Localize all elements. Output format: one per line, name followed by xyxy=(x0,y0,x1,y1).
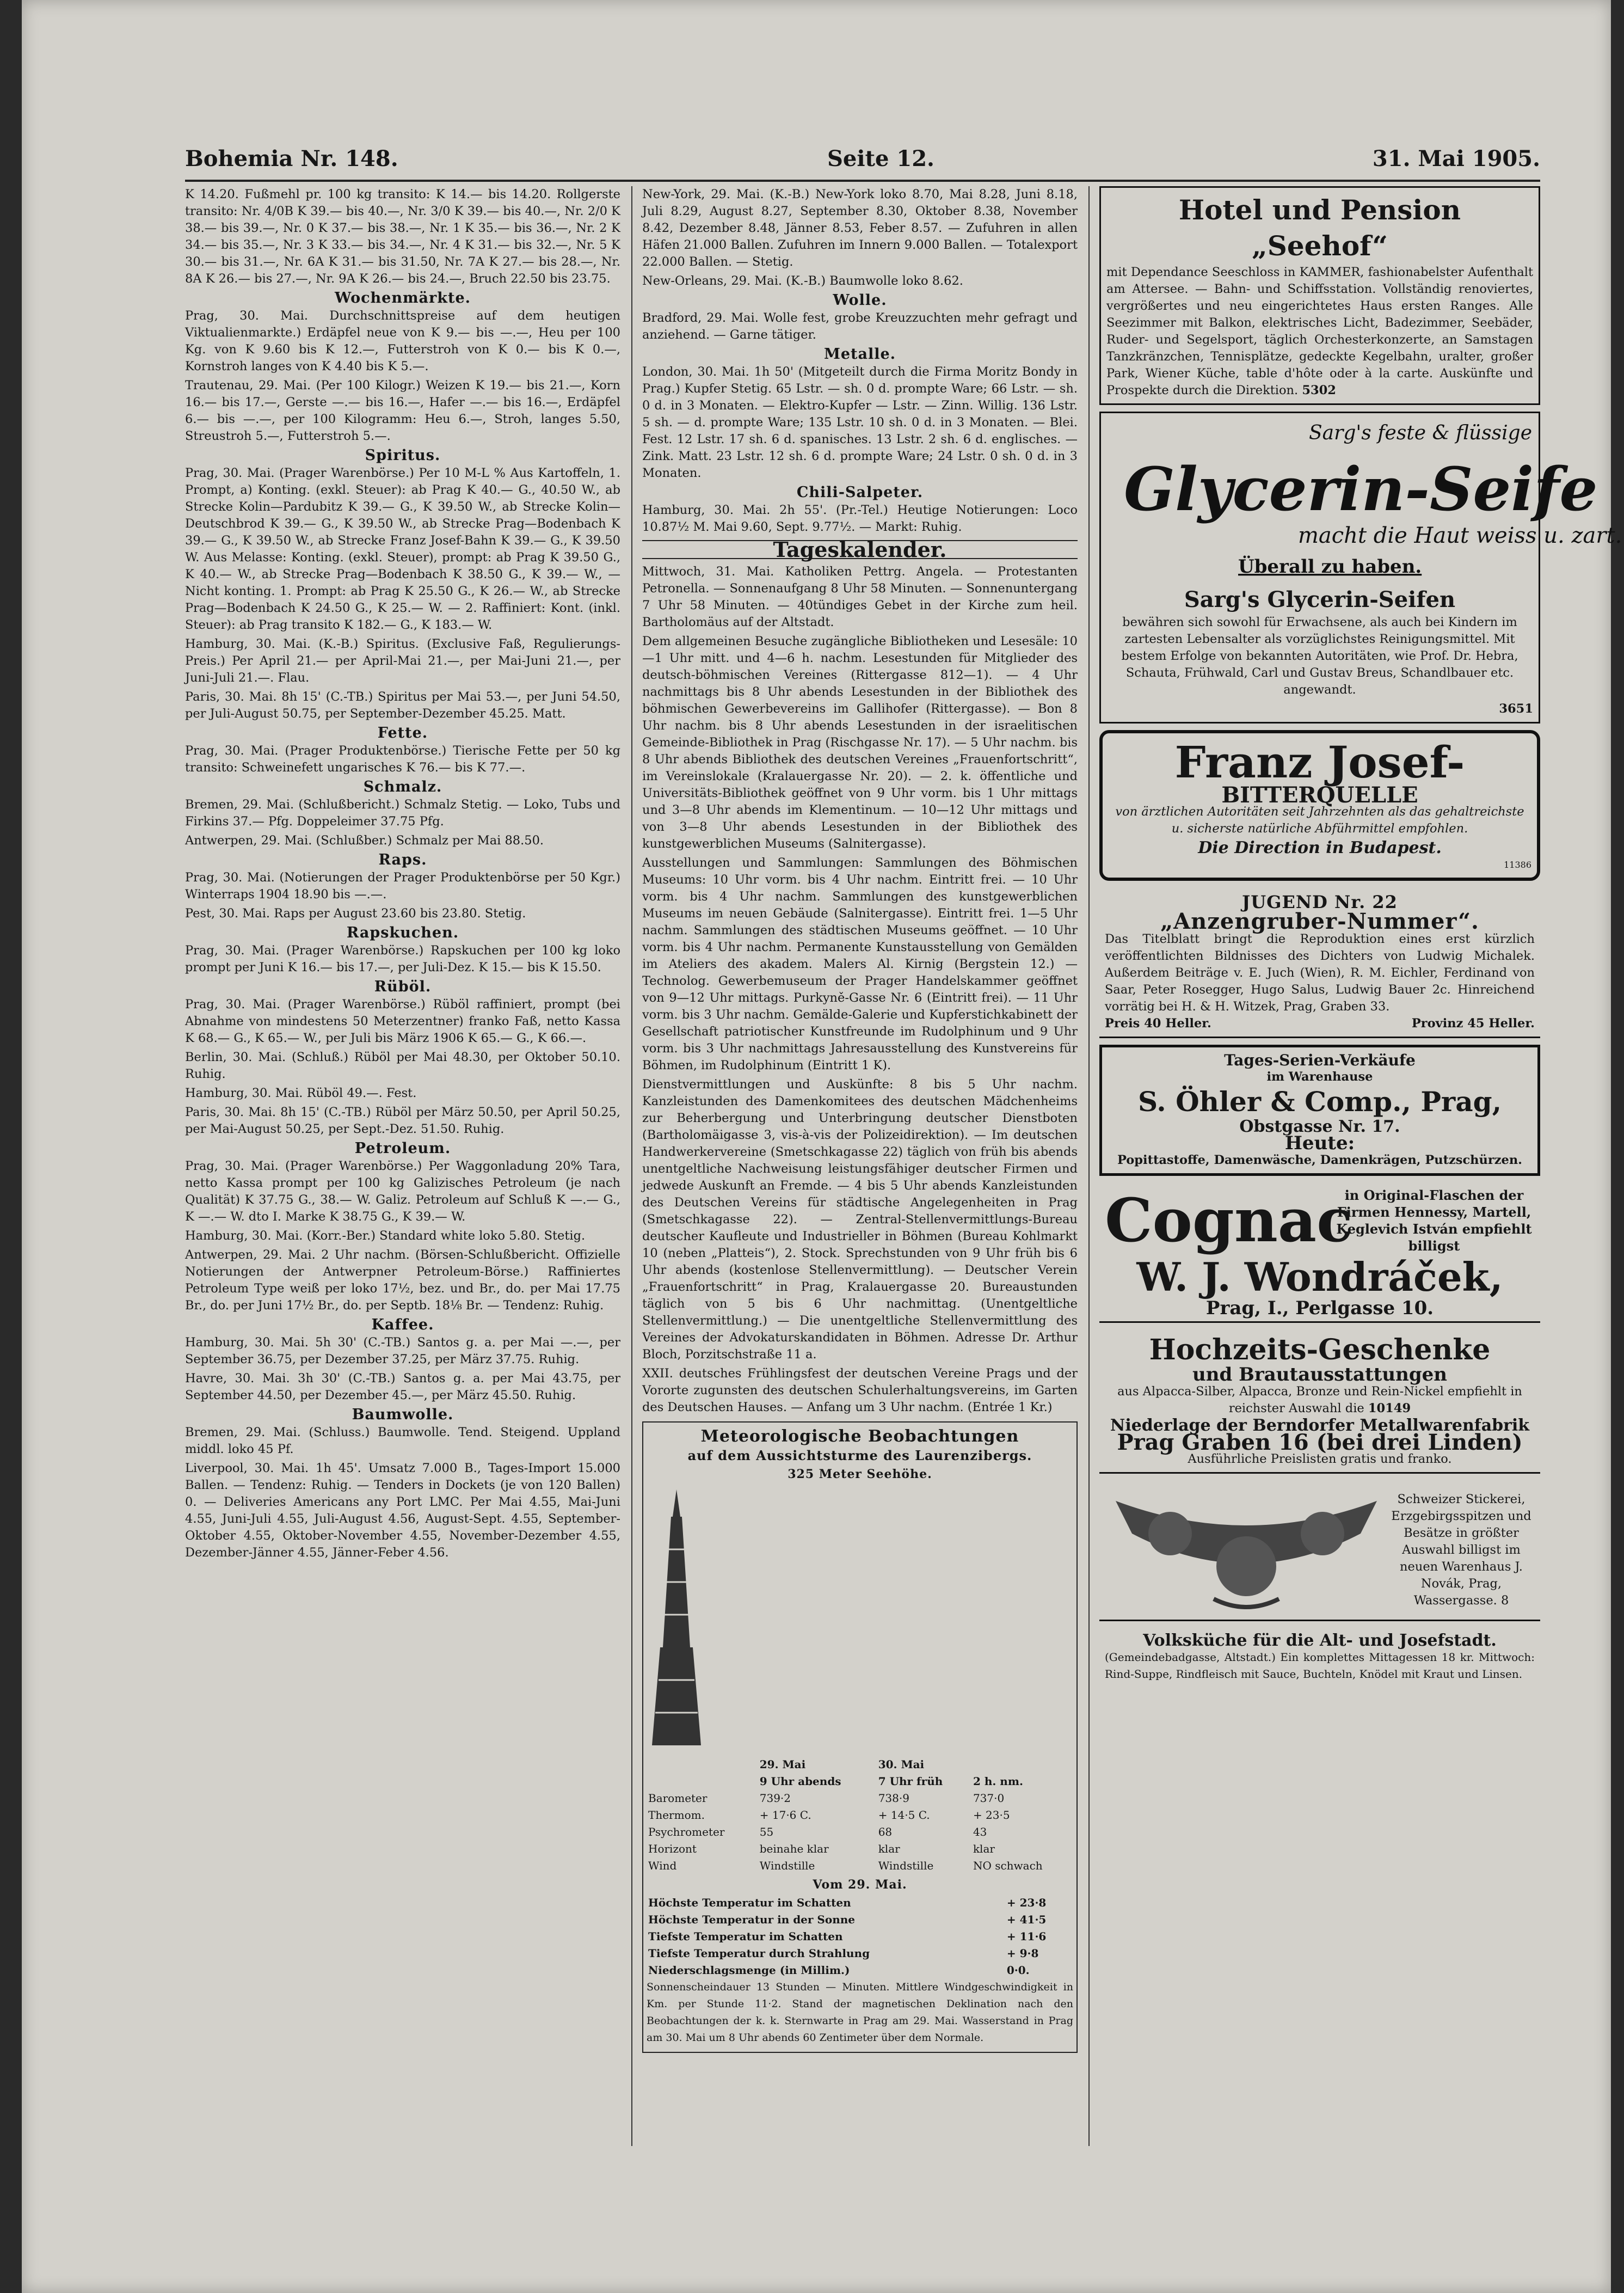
market-report-column-1 xyxy=(185,186,620,2146)
market-paragraph: New-Orleans, 29. Mai. (K.-B.) Baumwolle loko 8.62. xyxy=(642,274,963,288)
weather-header-row xyxy=(647,1756,1073,1773)
weather-observations xyxy=(642,1421,1078,2053)
weather-header-cell: 2 h. nm. xyxy=(973,1775,1023,1788)
weather-extreme-cell: Niederschlagsmenge (in Millim.) xyxy=(648,1964,850,1977)
weather-cell: 55 xyxy=(759,1825,774,1838)
section-heading: Wochenmärkte. xyxy=(334,290,471,306)
masthead-rule xyxy=(185,180,1540,182)
newspaper-page xyxy=(22,0,1622,2293)
ad-fj-body: von ärztlichen Autoritäten seit Jahrzehnten als das gehaltreichste u. sicherste natürliche Abführmittel empfohlen. xyxy=(1115,805,1524,836)
market-paragraph: New-York, 29. Mai. (K.-B.) New-York loko 8.70, Mai 8.28, Juni 8.18, Juli 8.29, August 8.27, September 8.30, Oktober 8.38, November 8.42, Dezember 8.48, Jänner 8.53, Feber 8.57. — Zufuhren in allen Häfen 21.000 Ballen. Zufuhren im Innern 9.000 Ballen. — Totalexport 22.000 Ballen. — Stetig. xyxy=(642,187,1078,269)
weather-extreme-row xyxy=(647,1945,1073,1962)
weather-cell: + 23·5 xyxy=(973,1808,1010,1822)
market-paragraph: Prag, 30. Mai. (Prager Warenbörse.) Per 10 M-L % Aus Kartoffeln, 1. Prompt, a) Konting. (exkl. Steuer): ab Prag K 40.— G., 40.50 W., ab Strecke Kolin—Pardubitz K 39.— G., K 39.50 W., ab Strecke Kolin—Deutschbrod K 39.— G., K 39.50 W., ab Strecke Prag—Bodenbach K 39.— G., K 39.50 W., ab Strecke Franz Josef-Bahn K 39.— G., K 39.50 W. Aus Melasse: Konting. (exkl. Steuer), prompt: ab Prag K 39.50 G., K 40.— W., ab Strecke Prag—Bodenbach K 38.50 G., K 39.— W., — Nicht konting. 1. Prompt: ab Prag K 25.50 G., K 26.— W., ab Strecke Prag—Bodenbach K 24.50 G., K 25.— W. — 2. Raffiniert: Kont. (inkl. Steuer): ab Prag transito K 182.— G., K 183.— W. xyxy=(185,466,620,632)
ad-oehler-line1: Tages-Serien-Verkäufe xyxy=(1224,1051,1416,1069)
ad-oehler xyxy=(1099,1045,1540,1176)
market-paragraph: Hamburg, 30. Mai. (Korr.-Ber.) Standard white loko 5.80. Stetig. xyxy=(185,1229,586,1243)
ad-jugend-province: Provinz 45 Heller. xyxy=(1411,1016,1535,1031)
weather-header-cell xyxy=(647,1773,758,1790)
calendar-title: Tageskalender. xyxy=(642,540,1078,559)
market-paragraph: Antwerpen, 29. Mai. 2 Uhr nachm. (Börsen-Schlußbericht. Offizielle Notierungen der Antwerpner Petroleum-Börse.) Raffiniertes Petroleum Type weiß per loko 17½, bez. und Br., do. per Mai 17.75 Br., do. per Juni 17½ Br., do. per Septb. 18⅛ Br. — Tendenz: Ruhig. xyxy=(185,1248,620,1313)
section-heading: Kaffee. xyxy=(371,1316,434,1333)
section-heading: Metalle. xyxy=(823,346,896,363)
ad-hochzeit-sub: und Brautausstattungen xyxy=(1192,1364,1447,1385)
market-paragraph: Hamburg, 30. Mai. Rüböl 49.—. Fest. xyxy=(185,1086,417,1100)
weather-cell: Windstille xyxy=(759,1859,815,1872)
market-paragraph: Liverpool, 30. Mai. 1h 45'. Umsatz 7.000 B., Tages-Import 15.000 Ballen. — Tendenz: Ruhig. — Tenders in Dockets (je von 120 Ballen) 0. — Deliveries Americans any Port LMC. Per Mai 4.55, Mai-Juni 4.55, Juni-Juli 4.55, Juli-August 4.56, August-Sept. 4.55, September-Oktober 4.55, Oktober-November 4.55, November-Dezember 4.55, Dezember-Jänner 4.55, Jänner-Feber 4.56. xyxy=(185,1461,620,1560)
weather-title: Meteorologische Beobachtungen xyxy=(700,1427,1019,1446)
calendar-paragraph: XXII. deutsches Frühlingsfest der deutschen Vereine Prags und der Vororte zugunsten des deutschen Schulerhaltungsvereins, im Garten des Deutschen Hauses. — Anfang um 3 Uhr nachm. (Entrée 1 Kr.) xyxy=(642,1366,1078,1414)
ad-volkskueche-title: Volksküche für die Alt- und Josefstadt. xyxy=(1143,1631,1497,1650)
market-paragraph: Prag, 30. Mai. (Prager Produktenbörse.) Tierische Fette per 50 kg transito: Schweinefett ungarisches K 76.— bis K 77.—. xyxy=(185,744,620,775)
market-paragraph: Trautenau, 29. Mai. (Per 100 Kilogr.) Weizen K 19.— bis 21.—, Korn 16.— bis 17.—, Gerste —.— bis 16.—, Hafer —.— bis 16.—, Erdäpfel 6.— bis —.—, per 100 Kilogramm: Heu 6.—, Stroh, langes 5.50, Streustroh 5.—, Futterstroh 5.—. xyxy=(185,378,620,443)
weather-row xyxy=(647,1841,1073,1857)
weather-header-row xyxy=(647,1773,1073,1790)
market-paragraph: Antwerpen, 29. Mai. (Schlußber.) Schmalz per Mai 88.50. xyxy=(185,833,544,848)
ad-jugend-body: Das Titelblatt bringt die Reproduktion eines erst kürzlich veröffentlichten Bildnisses des Dichters von Ludwig Michalek. Außerdem Beiträge v. E. Juch (Wien), R. M. Eichler, Ferdinand von Saar, Peter Rosegger, Hugo Salus, Ludwig Bauer 2c. Hinreichend vorrätig bei H. & H. Witzek, Prag, Graben 33. xyxy=(1105,932,1535,1014)
ad-spitzen-body: Schweizer Stickerei, Erzgebirgsspitzen und Besätze in größter Auswahl billigst im neuen Warenhaus J. Novák, Prag, Wassergasse. xyxy=(1391,1492,1531,1608)
weather-extreme-cell: Höchste Temperatur im Schatten xyxy=(648,1896,851,1909)
ad-oehler-line3: Heute: xyxy=(1284,1132,1355,1154)
weather-header-cell: 30. Mai xyxy=(878,1758,925,1771)
market-paragraph: Pest, 30. Mai. Raps per August 23.60 bis 23.80. Stetig. xyxy=(185,906,526,921)
ad-jugend-title: JUGEND Nr. 22 xyxy=(1242,892,1398,912)
column-divider xyxy=(1088,186,1090,2146)
ad-oehler-line2: im Warenhause xyxy=(1266,1070,1373,1084)
masthead xyxy=(185,146,1540,179)
section-heading: Schmalz. xyxy=(363,778,442,795)
ad-oehler-name: S. Öhler & Comp., Prag, xyxy=(1137,1086,1502,1118)
weather-extreme-cell: 0·0. xyxy=(1006,1964,1030,1977)
calendar-paragraph: Mittwoch, 31. Mai. Katholiken Pettrg. Angela. — Protestanten Petronella. — Sonnenaufgang 8 Uhr 58 Minuten. — Sonnenuntergang 7 Uhr 58 Minuten. — 40tündiges Gebet in der Kirche zum heil. Bartholomäus auf der Altstadt. xyxy=(642,565,1078,629)
weather-extreme-row xyxy=(647,1962,1073,1979)
market-paragraph: Havre, 30. Mai. 3h 30' (C.-TB.) Santos g. a. per Mai 43.75, per September 44.50, per Dezember 45.—, per März 45.50. Ruhig. xyxy=(185,1371,620,1402)
calendar-paragraph: Dienstvermittlungen und Auskünfte: 8 bis 5 Uhr nachm. Kanzleistunden des Damenkomitees des deutschen Mädchenheims zur Beherbergung und Unterbringung deutscher Dienstboten (Bartholomäigasse 3, vis-à-vis der Polizeidirektion). — Im deutschen Handwerkervereine (Smetschkagasse 22) täglich von früh bis abends unentgeltliche Nachweisung leistungsfähiger deutscher Firmen und jedwede Auskunft an Fremde. — 4 bis 5 Uhr abends Kanzleistunden des Deutschen Vereins für städtische Angelegenheiten in Prag (Smetschkagasse 22). — Zentral-Stellenvermittlungs-Bureau deutscher Kaufleute und Industrieller in Böhmen (Bureau Kohlmarkt 10 (neben „Platteis“), 2. Stock. Sprechstunden von 9 Uhr früh bis 6 Uhr abends (kostenlose Stellenvermittlung). — Deutscher Verein „Frauenfortschritt“ in Prag, Kralauergasse 20. Bureaustunden täglich von 5 bis 6 Uhr nachmittag. (Unentgeltliche Stellenvermittlung.) — Die unentgeltliche Stellenvermittlung des Vereines der Advokaturskandidaten in Böhmen. Adresse Dr. Arthur Bloch, Porzitschstraße 11 a. xyxy=(642,1077,1078,1362)
lace-illustration xyxy=(1105,1485,1388,1615)
weather-header-cell xyxy=(647,1756,758,1773)
section-heading: Chili-Salpeter. xyxy=(796,484,924,501)
ad-cognac-word: Cognac xyxy=(1105,1185,1354,1255)
ad-fj-number: 11386 xyxy=(1504,860,1531,870)
weather-cell: + 17·6 C. xyxy=(759,1808,811,1822)
section-heading: Petroleum. xyxy=(354,1140,451,1157)
market-paragraph: Prag, 30. Mai. (Prager Warenbörse.) Rüböl raffiniert, prompt (bei Abnahme von mindestens 50 Meterzentner) franko Faß, netto Kassa K 68.— G., K 65.— W., per Juli bis März 1906 K 65.— G., K 66.—. xyxy=(185,997,620,1045)
section-heading: Baumwolle. xyxy=(352,1406,454,1423)
section-heading: Wolle. xyxy=(833,292,887,309)
weather-cell: NO schwach xyxy=(973,1859,1043,1872)
market-paragraph: Prag, 30. Mai. (Prager Warenbörse.) Per Waggonladung 20% Tara, netto Kassa prompt per 100 kg Galizisches Petroleum (je nach Qualität) K 37.75 G., 38.— W. Galiz. Petroleum auf Schluß K —.— G., K —.— W. dto I. Marke K 38.75 G., K 39.— W. xyxy=(185,1159,620,1224)
soap-lettering-logo xyxy=(1113,418,1622,581)
ad-oehler-address: Obstgasse Nr. 17. xyxy=(1239,1117,1400,1136)
ad-hotel-number: 5302 xyxy=(1302,383,1336,397)
market-paragraph: Bremen, 29. Mai. (Schlußbericht.) Schmalz Stetig. — Loko, Tubs und Firkins 37.— Pfg. Doppeleimer 37.75 Pfg. xyxy=(185,798,620,829)
market-paragraph: Hamburg, 30. Mai. 5h 30' (C.-TB.) Santos g. a. per Mai —.—, per September 36.75, per Dezember 37.25, per März 37.75. Ruhig. xyxy=(185,1335,620,1366)
ad-oehler-line4: Popittastoffe, Damenwäsche, Damenkrägen, Putzschürzen. xyxy=(1117,1153,1523,1167)
ad-volkskueche-body: (Gemeindebadgasse, Altstadt.) Ein komplettes Mittagessen 18 kr. Mittwoch: Rind-Suppe, Rindfleisch mit Sauce, Buchteln, Knödel mit Kraut und Linsen. xyxy=(1105,1651,1535,1681)
weather-cell: Thermom. xyxy=(648,1808,705,1822)
weather-extreme-cell: Tiefste Temperatur durch Strahlung xyxy=(648,1947,870,1960)
weather-extreme-cell: + 23·8 xyxy=(1006,1896,1047,1909)
market-report-list xyxy=(642,186,1078,536)
ad-cognac-side: in Original-Flaschen der Firmen Hennessy, Martell, Keglevich István empfiehlt billigst xyxy=(1336,1187,1532,1254)
soap-logo-line3: macht die Haut weiss u. zart. xyxy=(1298,523,1622,548)
market-paragraph: Prag, 30. Mai. Durchschnittspreise auf dem heutigen Viktualienmarkte.) Erdäpfel neue von K 9.— bis —.—, Heu per 100 Kg. von K 9.60 bis K 12.—, Futterstroh von K 0.— bis K 0.—, Kornstroh langes von K 4.40 bis K 5.—. xyxy=(185,309,620,373)
weather-extreme-cell: + 41·5 xyxy=(1006,1913,1047,1926)
ad-hotel-seehof xyxy=(1099,186,1540,405)
weather-subtitle: auf dem Aussichtsturme des Laurenzibergs. xyxy=(687,1448,1032,1463)
market-paragraph: Bradford, 29. Mai. Wolle fest, grobe Kreuzzuchten mehr gefragt und anziehend. — Garne tätiger. xyxy=(642,311,1078,342)
weather-cell: beinahe klar xyxy=(759,1842,829,1855)
section-heading: Rüböl. xyxy=(374,978,432,995)
weather-extreme-row xyxy=(647,1895,1073,1911)
ad-hochzeit xyxy=(1099,1329,1540,1474)
weather-cell: Windstille xyxy=(878,1859,934,1872)
soap-logo-line1: Sarg's feste & flüssige xyxy=(1309,422,1533,444)
masthead-title: Bohemia Nr. 148. xyxy=(185,146,398,171)
market-paragraph: Prag, 30. Mai. (Notierungen der Prager Produktenbörse per 50 Kgr.) Winterraps 1904 18.90 bis —.—. xyxy=(185,870,620,902)
market-paragraph: Prag, 30. Mai. (Prager Warenbörse.) Rapskuchen per 100 kg loko prompt per Juni K 16.— bis 17.—, per Juli-Dez. K 15.— bis K 15.50. xyxy=(185,943,620,974)
masthead-date: 31. Mai 1905. xyxy=(1372,146,1540,171)
ad-franz-josef xyxy=(1099,730,1540,881)
weather-extreme-cell: + 11·6 xyxy=(1006,1930,1047,1943)
weather-cell: + 14·5 C. xyxy=(878,1808,930,1822)
ad-fj-foot: Die Direction in Budapest. xyxy=(1198,838,1442,857)
weather-row xyxy=(647,1824,1073,1841)
weather-extreme-cell: Höchste Temperatur in der Sonne xyxy=(648,1913,855,1926)
weather-extreme-row xyxy=(647,1911,1073,1928)
section-heading: Rapskuchen. xyxy=(346,924,459,941)
weather-cell: 738·9 xyxy=(878,1792,909,1805)
masthead-page: Seite 12. xyxy=(827,146,934,171)
weather-cell: 68 xyxy=(878,1825,893,1838)
market-paragraph: Paris, 30. Mai. 8h 15' (C.-TB.) Spiritus per Mai 53.—, per Juni 54.50, per Juli-August 50.75, per September-Dezember 45.25. Matt. xyxy=(185,690,620,721)
ad-hochzeit-body: aus Alpacca-Silber, Alpacca, Bronze und Rein-Nickel empfiehlt in reichster Auswahl die xyxy=(1117,1384,1522,1415)
ad-spitzen-number: 8 xyxy=(1500,1593,1509,1608)
weather-header-cell xyxy=(971,1756,1073,1773)
ad-hochzeit-title: Hochzeits-Geschenke xyxy=(1149,1333,1491,1366)
weather-header-cell: 29. Mai xyxy=(759,1758,806,1771)
calendar-list xyxy=(642,563,1078,1416)
weather-subheading: Vom 29. Mai. xyxy=(813,1878,907,1892)
weather-cell: 737·0 xyxy=(973,1792,1005,1805)
weather-cell: Wind xyxy=(648,1859,677,1872)
weather-footnote: Sonnenscheindauer 13 Stunden — Minuten. Mittlere Windgeschwindigkeit in Km. per Stunde 11·2. Stand der magnetischen Deklination nach den Beobachtungen der k. k. Sternwarte in Prag am 29. Mai. Wasserstand in Prag am 30. Mai um 8 Uhr abends 60 Zentimeter über dem Normale. xyxy=(647,1981,1073,2044)
ad-cognac-address: Prag, I., Perlgasse 10. xyxy=(1205,1297,1434,1319)
ad-hochzeit-line3: Prag Graben 16 (bei drei Linden) xyxy=(1117,1430,1523,1455)
ad-cognac xyxy=(1099,1182,1540,1323)
weather-extreme-row xyxy=(647,1928,1073,1945)
weather-cell: Horizont xyxy=(648,1842,697,1855)
ad-volkskueche xyxy=(1099,1628,1540,1687)
section-heading: Raps. xyxy=(378,851,427,868)
advertisement-column xyxy=(1099,186,1622,2146)
ad-hochzeit-line4: Ausführliche Preislisten gratis und franko. xyxy=(1188,1452,1452,1466)
market-paragraph: K 14.20. Fußmehl pr. 100 kg transito: K 14.— bis 14.20. Rollgerste transito: Nr. 4/0B K 39.— bis 40.—, Nr. 3/0 K 39.— bis 40.—, Nr. 2/0 K 38.— bis 39.—, Nr. 0 K 37.— bis 38.—, Nr. 1 K 35.— bis 36.—, Nr. 2 K 34.— bis 35.—, Nr. 3 K 33.— bis 34.—, Nr. 4 K 31.— bis 32.—, Nr. 5 K 30.— bis 31.—, Nr. 6A K 31.— bis 31.50, Nr. 7A K 27.— bis 28.—, Nr. 8A K 26.— bis 27.—, Nr. 9A K 26.— bis 24.—, Bruch 22.50 bis 23.75. xyxy=(185,187,620,286)
column-divider xyxy=(631,186,632,2146)
ad-soap-body: bewähren sich sowohl für Erwachsene, als auch bei Kindern im zartesten Lebensalter als vorzüglichstes Reinigungsmittel. Mit bestem Erfolge von bekannten Autoritäten, wie Prof. Dr. Hebra, Schauta, Frühwald, Carl und Gustav Breus, Schandlbauer etc. angewandt. xyxy=(1121,615,1518,697)
ad-sarg-soap xyxy=(1099,412,1622,724)
weather-row xyxy=(647,1807,1073,1824)
market-report-column-2 xyxy=(642,186,1078,2146)
weather-extremes xyxy=(647,1895,1073,1979)
ad-jugend-sub: „Anzengruber-Nummer“. xyxy=(1160,909,1479,934)
ad-hotel-body: mit Dependance Seeschloss in KAMMER, fashionabelster Aufenthalt am Attersee. — Bahn- und Schiffsstation. Vollständig renoviertes, vergrößertes und neu eingerichtetes Haus ersten Ranges. Alle Seezimmer mit Balkon, elektrisches Licht, Badezimmer, Seebäder, Ruder- und Segelsport, täglich Orchesterkonzerte, an Samstagen Tanzkränzchen, Tennisplätze, gedeckte Kegelbahn, uralter, großer Park, Wiener Küche, table d'hôte oder à la carte. Auskünfte und Prospekte durch die Direktion. xyxy=(1106,265,1533,397)
weather-cell: 739·2 xyxy=(759,1792,791,1805)
weather-row xyxy=(647,1857,1073,1874)
weather-header-cell: 9 Uhr abends xyxy=(759,1775,841,1788)
calendar-paragraph: Ausstellungen und Sammlungen: Sammlungen des Böhmischen Museums: 10 Uhr vorm. bis 4 Uhr nachm. Eintritt frei. — 10 Uhr vorm. bis 4 Uhr nachm. Sammlungen des kunstgewerblichen Museums im neuen Gebäude (Salnitergasse). Eintritt frei. 1—5 Uhr nachm. Sammlungen des städtischen Museums geöffnet. — 10 Uhr vorm. bis 4 Uhr nachm. Permanente Kunstausstellung von Gemälden im Ateliers des akadem. Malers Al. Kirnig (Bergstein 12.) — Technolog. Gewerbemuseum der Prager Handelskammer geöffnet von 9—12 Uhr mittags. Purkyně-Gasse Nr. 6 (Eintritt frei). — 11 Uhr vorm. bis 3 Uhr nachm. Gemälde-Galerie und Kupferstichkabinett der Gesellschaft patriotischer Kunstfreunde im Rudolphinum und 9 Uhr vorm. bis 3 Uhr nachmittags Jahresausstellung des Kunstvereins für Böhmen, im Rudolphinum (Eintritt 1 K). xyxy=(642,856,1078,1072)
ad-soap-number: 3651 xyxy=(1499,702,1533,716)
soap-logo-line2: Glycerin-Seife xyxy=(1124,454,1598,524)
market-paragraph: Hamburg, 30. Mai. (K.-B.) Spiritus. (Exclusive Faß, Regulierungs-Preis.) Per April 21.— per April-Mai 21.—, per Mai-Juni 21.—, per Juni-Juli 21.—. Flau. xyxy=(185,637,620,685)
ad-hochzeit-number: 10149 xyxy=(1368,1401,1411,1415)
ad-jugend-price: Preis 40 Heller. xyxy=(1105,1016,1211,1031)
ad-hochzeit-line2: Niederlage der Berndorfer Metallwarenfabrik xyxy=(1110,1416,1530,1435)
ad-spitzen xyxy=(1099,1480,1540,1621)
weather-table xyxy=(647,1756,1073,1874)
ad-hotel-title: Hotel und Pension „Seehof“ xyxy=(1178,194,1461,262)
calendar-paragraph: Dem allgemeinen Besuche zugängliche Bibliotheken und Lesesäle: 10—1 Uhr mitt. und 4—6 h. nachm. Lesestunden für Mitglieder des deutsch-böhmischen Vereines (Rittergasse 812—1). — 4 Uhr nachmittags bis 8 Uhr abends Lesestunden in der Bibliothek des böhmischen Gewerbevereins im Gallihofer (Rittergasse). — Bon 8 Uhr nachm. bis 8 Uhr abends Lesestunden in der israelitischen Gemeinde-Bibliothek in Prag (Rischgasse Nr. 17). — 5 Uhr nachm. bis 8 Uhr abends Bibliothek des deutschen Vereines „Frauenfortschritt“, im Vereinslokale (Kralauergasse Nr. 20). — 2. k. öffentliche und Universitäts-Bibliothek geöffnet von 9 Uhr vorm. bis 1 Uhr mittags und 3—8 Uhr abends im Klementinum. — 10—12 Uhr mittags und von 3—8 Uhr abends Lesestunden in der Bibliothek des kunstgewerblichen Museums (Salnitergasse). xyxy=(642,634,1078,851)
weather-header-cell: 7 Uhr früh xyxy=(878,1775,943,1788)
section-heading: Spiritus. xyxy=(365,447,441,464)
market-paragraph: Bremen, 29. Mai. (Schluss.) Baumwolle. Tend. Steigend. Uppland middl. loko 45 Pf. xyxy=(185,1425,620,1456)
weather-altitude: 325 Meter Seehöhe. xyxy=(788,1467,932,1481)
ad-jugend xyxy=(1099,887,1540,1038)
lookout-tower-icon xyxy=(647,1484,706,1756)
market-paragraph: London, 30. Mai. 1h 50' (Mitgeteilt durch die Firma Moritz Bondy in Prag.) Kupfer Stetig. 65 Lstr. — sh. 0 d. prompte Ware; 66 Lstr. — sh. 0 d. in 3 Monaten. — Elektro-Kupfer — Lstr. — Zinn. Willig. 136 Lstr. 5 sh. — d. prompte Ware; 135 Lstr. 10 sh. 0 d. in 3 Monaten. — Blei. Fest. 12 Lstr. 17 sh. 6 d. spanisches. 13 Lstr. 2 sh. 6 d. englisches. — Zink. Matt. 23 Lstr. 12 sh. 6 d. prompte Ware; 24 Lstr. 0 sh. 0 d. in 3 Monaten. xyxy=(642,365,1078,480)
soap-logo-line4: Überall zu haben. xyxy=(1238,556,1422,578)
weather-cell: Psychrometer xyxy=(648,1825,725,1838)
weather-extreme-cell: + 9·8 xyxy=(1006,1947,1039,1960)
weather-cell: klar xyxy=(973,1842,995,1855)
market-paragraph: Paris, 30. Mai. 8h 15' (C.-TB.) Rüböl per März 50.50, per April 50.25, per Mai-August 50.25, per Sept.-Dez. 51.50. Ruhig. xyxy=(185,1105,620,1136)
weather-row xyxy=(647,1790,1073,1807)
ad-fj-title: Franz Josef- xyxy=(1174,737,1465,788)
ad-soap-title: Sarg's Glycerin-Seifen xyxy=(1184,587,1456,612)
weather-extreme-cell: Tiefste Temperatur im Schatten xyxy=(648,1930,843,1943)
market-paragraph: Hamburg, 30. Mai. 2h 55'. (Pr.-Tel.) Heutige Notierungen: Loco 10.87½ M. Mai 9.60, Sept. 9.77½. — Markt: Ruhig. xyxy=(642,503,1078,534)
section-heading: Fette. xyxy=(377,725,428,741)
ad-fj-sub: BITTERQUELLE xyxy=(1221,782,1418,808)
weather-cell: 43 xyxy=(973,1825,987,1838)
weather-cell: Barometer xyxy=(648,1792,708,1805)
weather-cell: klar xyxy=(878,1842,900,1855)
market-paragraph: Berlin, 30. Mai. (Schluß.) Rüböl per Mai 48.30, per Oktober 50.10. Ruhig. xyxy=(185,1050,620,1081)
ad-cognac-name: W. J. Wondráček, xyxy=(1136,1254,1503,1300)
